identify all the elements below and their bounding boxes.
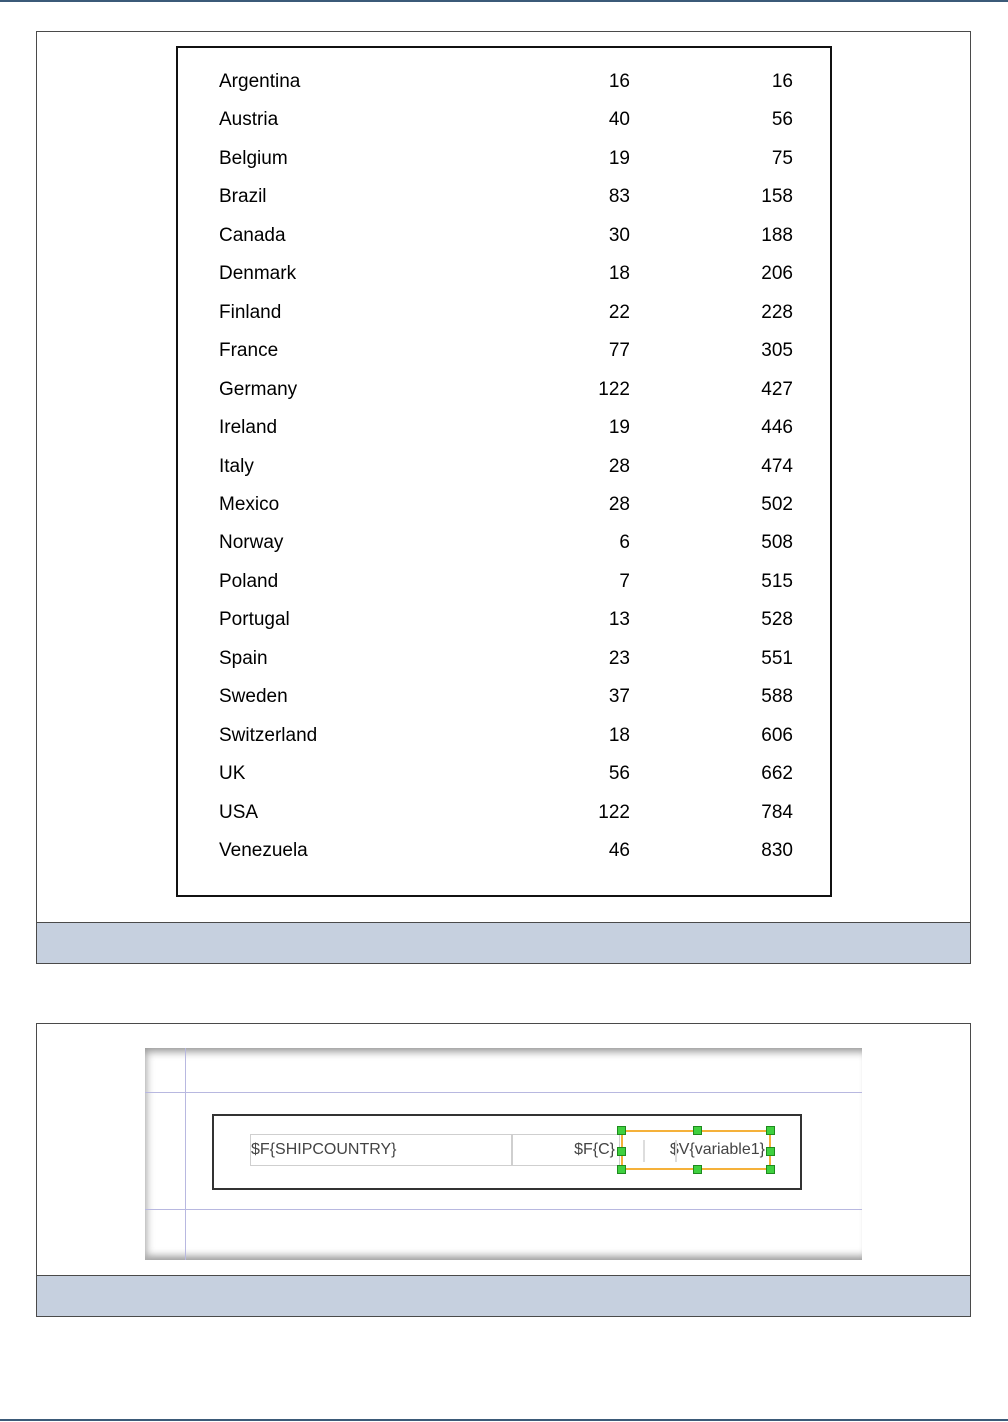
table-row <box>178 563 830 601</box>
figure-report-preview <box>36 31 971 964</box>
count-cell: 18 <box>608 263 630 285</box>
country-cell: Sweden <box>219 686 288 708</box>
count-cell: 30 <box>608 224 630 246</box>
running-total-cell: 474 <box>761 455 793 477</box>
designer-guide-vertical <box>185 1048 186 1260</box>
running-total-cell: 515 <box>761 570 793 592</box>
table-row <box>178 63 830 101</box>
count-cell: 6 <box>619 532 630 554</box>
country-cell: Spain <box>219 647 268 669</box>
count-cell: 22 <box>608 301 630 323</box>
running-total-cell: 206 <box>761 263 793 285</box>
textfield-shipcountry[interactable]: $F{SHIPCOUNTRY} <box>250 1134 512 1166</box>
designer-canvas[interactable] <box>145 1048 862 1260</box>
drag-ghost <box>643 1140 677 1162</box>
designer-guide-top <box>145 1092 862 1093</box>
count-cell: 13 <box>608 609 630 631</box>
resize-handle-right[interactable] <box>766 1147 775 1156</box>
count-cell: 40 <box>608 109 630 131</box>
resize-handle-bottom-right[interactable] <box>766 1165 775 1174</box>
country-cell: Ireland <box>219 417 278 439</box>
resize-handle-left[interactable] <box>617 1147 626 1156</box>
count-cell: 16 <box>608 71 630 92</box>
top-rule <box>0 0 1008 2</box>
country-cell: Norway <box>219 532 284 554</box>
table-row <box>178 832 830 870</box>
table-row <box>178 524 830 562</box>
count-cell: 28 <box>608 455 630 477</box>
running-total-cell: 188 <box>761 224 793 246</box>
designer-guide-bottom <box>145 1209 862 1210</box>
country-cell: Switzerland <box>219 724 318 746</box>
country-cell: Finland <box>219 301 282 323</box>
table-row <box>178 294 830 332</box>
resize-handle-top-right[interactable] <box>766 1126 775 1135</box>
running-total-cell: 551 <box>761 647 793 669</box>
table-row <box>178 255 830 293</box>
country-cell: Portugal <box>219 609 290 631</box>
table-row <box>178 448 830 486</box>
country-cell: Venezuela <box>219 840 308 861</box>
running-total-cell: 228 <box>761 301 793 323</box>
country-cell: Argentina <box>219 71 301 92</box>
figure-caption-bar <box>37 922 970 963</box>
count-cell: 46 <box>608 840 630 861</box>
country-cell: USA <box>219 801 259 823</box>
running-total-cell: 305 <box>761 340 793 362</box>
country-cell: Italy <box>219 455 254 477</box>
bottom-rule <box>0 1419 1008 1421</box>
country-cell: France <box>219 340 279 362</box>
resize-handle-top[interactable] <box>693 1126 702 1135</box>
country-cell: Poland <box>219 570 279 592</box>
table-row <box>178 755 830 793</box>
country-cell: Denmark <box>219 263 297 285</box>
country-cell: Belgium <box>219 147 288 169</box>
table-row <box>178 332 830 370</box>
figure-caption-bar <box>37 1275 970 1316</box>
country-cell: Mexico <box>219 493 280 515</box>
running-total-cell: 56 <box>771 109 793 131</box>
report-table <box>176 46 832 897</box>
count-cell: 56 <box>608 763 630 785</box>
count-cell: 77 <box>608 340 630 362</box>
resize-handle-bottom[interactable] <box>693 1165 702 1174</box>
table-row <box>178 409 830 447</box>
figure-report-designer <box>36 1023 971 1317</box>
running-total-cell: 588 <box>761 686 793 708</box>
resize-handle-bottom-left[interactable] <box>617 1165 626 1174</box>
running-total-cell: 502 <box>761 493 793 515</box>
running-total-cell: 830 <box>761 840 793 861</box>
running-total-cell: 75 <box>771 147 793 169</box>
textfield-count[interactable]: $F{C} <box>512 1134 620 1166</box>
running-total-cell: 784 <box>761 801 793 823</box>
running-total-cell: 528 <box>761 609 793 631</box>
table-row <box>178 178 830 216</box>
table-row <box>178 717 830 755</box>
count-cell: 122 <box>598 378 630 400</box>
running-total-cell: 158 <box>761 186 793 208</box>
count-cell: 122 <box>598 801 630 823</box>
running-total-cell: 508 <box>761 532 793 554</box>
table-row <box>178 678 830 716</box>
table-row <box>178 371 830 409</box>
running-total-cell: 446 <box>761 417 793 439</box>
count-cell: 28 <box>608 493 630 515</box>
count-cell: 83 <box>608 186 630 208</box>
count-cell: 18 <box>608 724 630 746</box>
table-row <box>178 794 830 832</box>
detail-band[interactable] <box>212 1114 802 1190</box>
running-total-cell: 662 <box>761 763 793 785</box>
country-cell: Germany <box>219 378 298 400</box>
resize-handle-top-left[interactable] <box>617 1126 626 1135</box>
count-cell: 19 <box>608 147 630 169</box>
count-cell: 37 <box>608 686 630 708</box>
country-cell: Brazil <box>219 186 267 208</box>
country-cell: UK <box>219 763 246 785</box>
table-row <box>178 486 830 524</box>
table-row <box>178 601 830 639</box>
running-total-cell: 427 <box>761 378 793 400</box>
table-row <box>178 217 830 255</box>
country-cell: Austria <box>219 109 279 131</box>
count-cell: 23 <box>608 647 630 669</box>
country-cell: Canada <box>219 224 286 246</box>
count-cell: 19 <box>608 417 630 439</box>
textfield-variable1-label: $V{variable1} <box>669 1141 765 1158</box>
running-total-cell: 606 <box>761 724 793 746</box>
textfield-variable1-selected[interactable] <box>621 1130 771 1170</box>
table-row <box>178 640 830 678</box>
count-cell: 7 <box>619 570 630 592</box>
running-total-cell: 16 <box>771 71 793 92</box>
table-row <box>178 140 830 178</box>
table-row <box>178 101 830 139</box>
